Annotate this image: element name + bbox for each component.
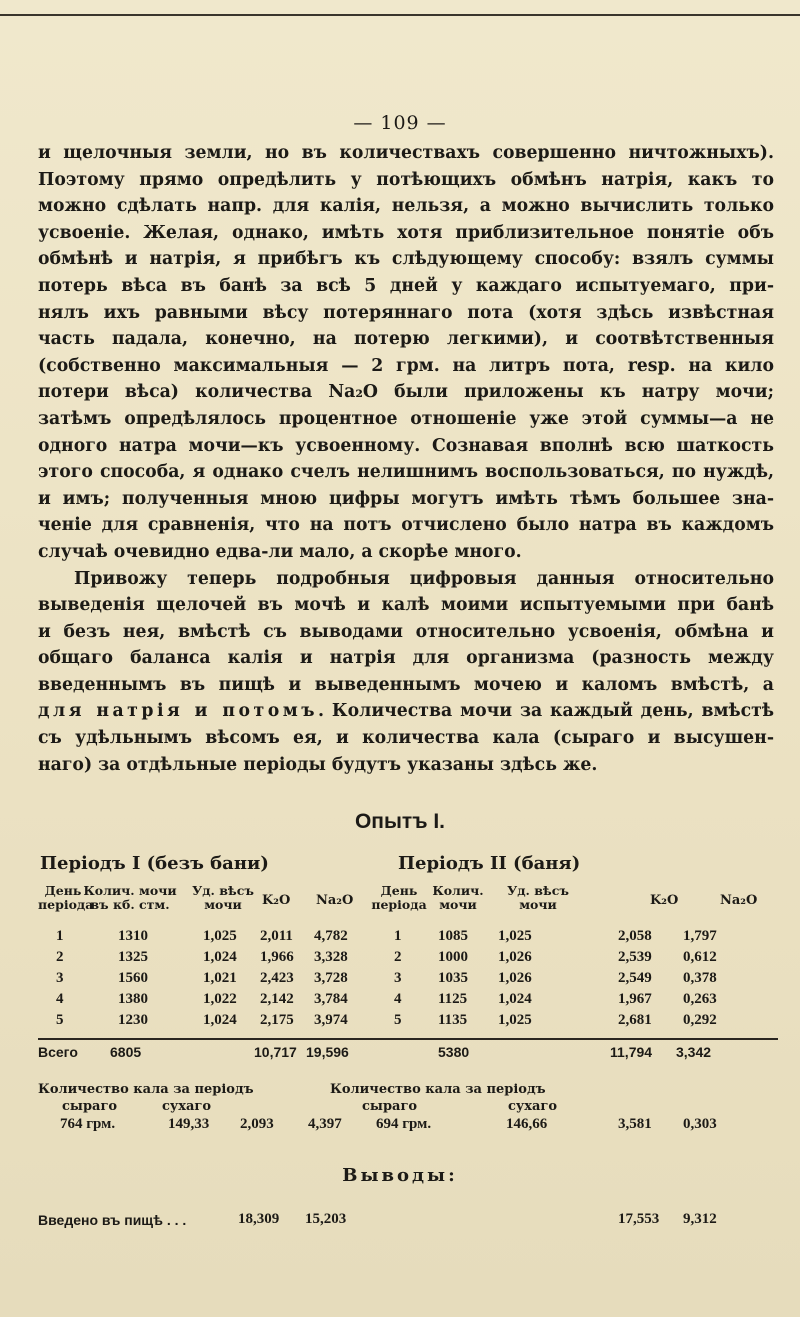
p2-qty: 1000 [438, 949, 468, 965]
period1-title: Періодъ I (безъ бани) [40, 853, 269, 874]
p2-day: 4 [394, 991, 402, 1007]
period2-title: Періодъ II (баня) [398, 853, 581, 874]
feces-p2-na2o: 0,303 [683, 1116, 717, 1132]
header-text: Колич. [432, 883, 484, 898]
p2-na2o: 0,612 [683, 949, 717, 965]
p2-qty: 1135 [438, 1012, 468, 1028]
text-line: Привожу теперь подробныя цифровыя данныя относительно [74, 568, 774, 589]
p2-k2o: 1,967 [618, 991, 652, 1007]
feces-dry-1: сухаго [162, 1099, 212, 1114]
feces-raw-2: сыраго [362, 1099, 418, 1114]
p1-qty: 1230 [118, 1012, 148, 1028]
text-line: нялъ ихъ равными вѣсу потеряннаго пота (хотя здѣсь извѣстная [38, 302, 774, 323]
text-line: общаго баланса калія и натрія для организма (разность между [38, 648, 774, 669]
p1-total-qty: 6805 [110, 1044, 142, 1060]
table-row [0, 970, 800, 990]
header-text: мочи [204, 897, 242, 912]
text-line: ченіе для сравненія, что на потъ отчислено было натра въ каждомъ [38, 515, 774, 536]
header-text: періода [38, 897, 94, 912]
intake-p2-na2o: 9,312 [683, 1211, 717, 1227]
p2-day: 1 [394, 928, 402, 944]
feces-p2-dry: 146,66 [506, 1116, 548, 1132]
page-number: — 109 — [353, 112, 447, 134]
text-line: и щелочныя земли, но въ количествахъ совершенно ничтожныхъ). [38, 143, 774, 163]
p2-sg: 1,025 [498, 928, 532, 944]
p2-qty: 1035 [438, 970, 468, 986]
text-line: выведенія щелочей въ мочѣ и калѣ моими испытуемыми при банѣ [38, 595, 774, 616]
feces-title-2: Количество кала за періодъ [330, 1082, 546, 1097]
p2-k2o: 2,058 [618, 928, 652, 944]
text-line: обмѣнѣ и натрія, я прибѣгъ къ слѣдующему способу: взялъ суммы [38, 249, 774, 270]
body-text [38, 140, 774, 778]
conclusions-title: Выводы: [342, 1165, 458, 1186]
p1-sg: 1,024 [203, 1012, 237, 1028]
p1-header-k2o: K₂O [262, 893, 291, 908]
text-line: одного натра мочи—къ усвоенному. Сознавая вполнѣ всю шаткость [38, 435, 774, 456]
feces-dry-2: сухаго [508, 1099, 558, 1114]
p2-header-qty [430, 884, 486, 912]
feces-p1-k2o: 2,093 [240, 1116, 274, 1132]
p1-na2o: 3,328 [314, 949, 348, 965]
p1-na2o: 3,784 [314, 991, 348, 1007]
header-text: День [380, 883, 418, 898]
p1-day: 4 [56, 991, 64, 1007]
text-line: случаѣ очевидно едва-ли мало, а скорѣе много. [38, 541, 522, 562]
p2-total-k2o: 11,794 [610, 1044, 653, 1060]
p1-header-sg [190, 884, 256, 912]
table-row [0, 928, 800, 948]
text-line: наго) за отдѣльные періоды будутъ указаны здѣсь же. [38, 754, 598, 775]
intake-p1-na2o: 15,203 [305, 1211, 347, 1227]
header-text: мочи [519, 897, 557, 912]
p1-na2o: 3,728 [314, 970, 348, 986]
p1-sg: 1,024 [203, 949, 237, 965]
p2-qty: 1125 [438, 991, 468, 1007]
text-line: затѣмъ опредѣлялось процентное отношеніе уже этой суммы—а не [38, 408, 774, 429]
p2-na2o: 1,797 [683, 928, 717, 944]
p2-sg: 1,025 [498, 1012, 532, 1028]
text-line: Поэтому прямо опредѣлить у потѣющихъ обмѣнъ натрія, какъ то [38, 169, 774, 190]
p2-k2o: 2,539 [618, 949, 652, 965]
p1-k2o: 2,011 [260, 928, 293, 944]
header-text: Колич. мочи [83, 883, 177, 898]
p2-na2o: 0,378 [683, 970, 717, 986]
text-line: потерь вѣса въ банѣ за всѣ 5 дней у каждаго испытуемаго, при- [38, 275, 774, 296]
feces-p1-na2o: 4,397 [308, 1116, 342, 1132]
text-line: введеннымъ въ пищѣ и выведеннымъ мочею и каломъ вмѣстѣ, а [38, 674, 774, 695]
intake-label: Введено въ пищѣ . . . [38, 1212, 187, 1228]
p1-total-na2o: 19,596 [306, 1044, 349, 1060]
intake-p2-k2o: 17,553 [618, 1211, 660, 1227]
text-line: этого способа, я однако счелъ нелишнимъ воспользоваться, по нуждѣ, [38, 462, 774, 483]
total-label: Всего [38, 1044, 78, 1060]
experiment-title: Опытъ I. [354, 810, 446, 833]
text-line: съ удѣльнымъ вѣсомъ ея, и количества кала (сыраго и высушен- [38, 728, 774, 749]
p1-total-k2o: 10,717 [254, 1044, 297, 1060]
p1-sg: 1,022 [203, 991, 237, 1007]
p1-k2o: 1,966 [260, 949, 294, 965]
feces-title-1: Количество кала за періодъ [38, 1082, 254, 1097]
p1-k2o: 2,142 [260, 991, 294, 1007]
table-row [0, 991, 800, 1011]
p2-sg: 1,024 [498, 991, 532, 1007]
table-row [0, 949, 800, 969]
p2-total-na2o: 3,342 [676, 1044, 712, 1060]
p1-day: 5 [56, 1012, 64, 1028]
table-row [0, 1012, 800, 1032]
p1-qty: 1560 [118, 970, 148, 986]
text-line: потери вѣса) количества Na₂O были приложены къ натру мочи; [38, 382, 774, 403]
p2-day: 2 [394, 949, 402, 965]
intake-p1-k2o: 18,309 [238, 1211, 280, 1227]
text-line: (собственно максимальныя — 2 грм. на литръ пота, resp. на кило [38, 355, 774, 376]
p1-sg: 1,021 [203, 970, 237, 986]
p1-header-qty [82, 884, 178, 912]
p1-header-day [38, 883, 94, 912]
p1-day: 1 [56, 928, 64, 944]
header-text: День [44, 883, 82, 898]
p1-na2o: 3,974 [314, 1012, 348, 1028]
feces-p2-k2o: 3,581 [618, 1116, 652, 1132]
text-line [38, 698, 774, 725]
text-line: усвоеніе. Желая, однако, имѣть хотя приблизительное понятіе объ [38, 222, 774, 243]
feces-p1-raw: 764 грм. [60, 1116, 116, 1132]
p1-sg: 1,025 [203, 928, 237, 944]
p1-header-na2o: Na₂O [316, 893, 354, 908]
p1-qty: 1325 [118, 949, 148, 965]
p1-qty: 1310 [118, 928, 148, 944]
header-text: мочи [439, 897, 477, 912]
header-text: Уд. вѣсъ [192, 883, 254, 898]
p2-na2o: 0,263 [683, 991, 717, 1007]
feces-p2-raw: 694 грм. [376, 1116, 432, 1132]
p1-na2o: 4,782 [314, 928, 348, 944]
table-rule [38, 1038, 778, 1040]
p1-k2o: 2,423 [260, 970, 294, 986]
p1-k2o: 2,175 [260, 1012, 294, 1028]
spaced-phrase: для натрія и потомъ [38, 701, 319, 722]
p2-na2o: 0,292 [683, 1012, 717, 1028]
p2-header-na2o: Na₂O [720, 893, 758, 908]
text-line: и имъ; полученныя мною цифры могутъ имѣть тѣмъ большее зна- [38, 488, 774, 509]
p2-qty: 1085 [438, 928, 468, 944]
p2-day: 5 [394, 1012, 402, 1028]
p1-day: 2 [56, 949, 64, 965]
header-text: Уд. вѣсъ [507, 883, 569, 898]
header-text: въ кб. стм. [90, 897, 170, 912]
text-line: и безъ нея, вмѣстѣ съ выводами относительно усвоенія, обмѣна и [38, 621, 774, 642]
p2-header-day [368, 884, 430, 912]
spaced-line-rest: . Количества мочи за каждый день, вмѣстѣ [318, 701, 774, 722]
p1-qty: 1380 [118, 991, 148, 1007]
feces-raw-1: сыраго [62, 1099, 118, 1114]
p2-k2o: 2,549 [618, 970, 652, 986]
p2-day: 3 [394, 970, 402, 986]
text-line: часть падала, конечно, на потерю легкими), и соотвѣтственныя [38, 329, 774, 350]
p2-total-qty: 5380 [438, 1044, 470, 1060]
p2-sg: 1,026 [498, 970, 532, 986]
text-line: можно сдѣлать напр. для калія, нельзя, а можно вычислить только [38, 196, 774, 217]
p2-header-k2o: K₂O [650, 893, 679, 908]
p1-day: 3 [56, 970, 64, 986]
header-text: періода [371, 897, 427, 912]
p2-sg: 1,026 [498, 949, 532, 965]
feces-p1-dry: 149,33 [168, 1116, 210, 1132]
p2-k2o: 2,681 [618, 1012, 652, 1028]
top-rule [0, 14, 800, 16]
p2-header-sg [498, 884, 578, 912]
